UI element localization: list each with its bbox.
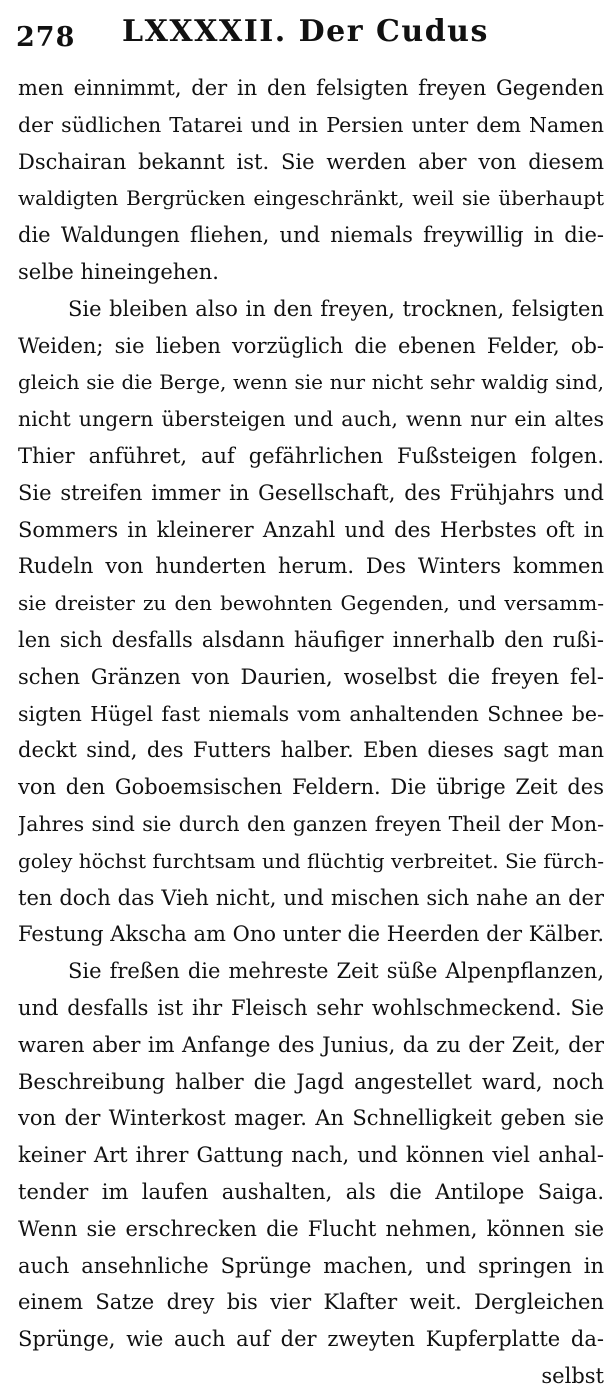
text-line: Dschairan bekannt ist. Sie werden aber von diesem <box>18 149 604 174</box>
running-title: LXXXXII. Der Cudus <box>122 14 489 49</box>
text-line: Sie streifen immer in Gesellschaft, des Frühjahrs und <box>18 480 604 505</box>
text-line: Thier anführet, auf gefährlichen Fußsteigen folgen. <box>18 443 604 468</box>
text-line: auch ansehnliche Sprünge machen, und springen in <box>18 1253 604 1278</box>
text-line: goley höchst furchtsam und flüchtig verbreitet. Sie fürch- <box>18 848 604 873</box>
text-line: einem Satze drey bis vier Klafter weit. Dergleichen <box>18 1290 604 1315</box>
text-line: waldigten Bergrücken eingeschränkt, weil sie überhaupt <box>18 186 604 211</box>
text-line: Jahres sind sie durch den ganzen freyen Theil der Mon- <box>18 811 604 836</box>
text-line: Sie freßen die mehreste Zeit süße Alpenpflanzen, <box>68 959 604 984</box>
text-line: Sommers in kleinerer Anzahl und des Herbstes oft in <box>18 517 604 542</box>
text-line: Sie bleiben also in den freyen, trocknen, felsigten <box>68 296 604 321</box>
text-line: Beschreibung halber die Jagd angestellet ward, noch <box>18 1069 604 1094</box>
text-line: der südlichen Tatarei und in Persien unter dem Namen <box>18 112 604 137</box>
text-line: nicht ungern übersteigen und auch, wenn nur ein altes <box>18 407 604 432</box>
text-line: men einnimmt, der in den felsigten freyen Gegenden <box>18 76 604 100</box>
text-line: len sich desfalls alsdann häufiger innerhalb den rußi- <box>18 627 604 652</box>
text-line: Wenn sie erschrecken die Flucht nehmen, können sie <box>18 1216 604 1241</box>
text-line: Festung Akscha am Ono unter die Heerden der Kälber. <box>18 922 604 947</box>
text-line: sie dreister zu den bewohnten Gegenden, und versamm- <box>18 591 604 616</box>
text-line: und desfalls ist ihr Fleisch sehr wohlschmeckend. Sie <box>18 995 604 1020</box>
text-line: Rudeln von hunderten herum. Des Winters kommen <box>18 554 604 579</box>
text-line: gleich sie die Berge, wenn sie nur nicht sehr waldig sind, <box>18 370 604 395</box>
text-line: Sprünge, wie auch auf der zweyten Kupferplatte da- <box>18 1327 604 1352</box>
text-line: selbst <box>541 1363 604 1388</box>
page-header <box>0 12 614 56</box>
page-number: 278 <box>16 22 76 53</box>
text-line: von der Winterkost mager. An Schnelligkeit geben sie <box>18 1106 604 1131</box>
text-line: selbe hineingehen. <box>18 259 219 284</box>
text-line: von den Goboemsischen Feldern. Die übrige Zeit des <box>18 775 604 800</box>
text-line: ten doch das Vieh nicht, und mischen sich nahe an der <box>18 885 604 910</box>
text-line: tender im laufen aushalten, als die Antilope Saiga. <box>18 1179 604 1204</box>
text-line: waren aber im Anfange des Junius, da zu der Zeit, der <box>18 1032 604 1057</box>
text-line: Weiden; sie lieben vorzüglich die ebenen Felder, ob- <box>18 333 604 358</box>
text-line: sigten Hügel fast niemals vom anhaltenden Schnee be- <box>18 701 604 726</box>
text-line: deckt sind, des Futters halber. Eben dieses sagt man <box>18 738 604 763</box>
text-line: keiner Art ihrer Gattung nach, und können viel anhal- <box>18 1143 604 1168</box>
text-line: schen Gränzen von Daurien, woselbst die freyen fel- <box>18 664 604 689</box>
body-text <box>18 70 604 1395</box>
text-line: die Waldungen fliehen, und niemals freywillig in die- <box>18 223 604 248</box>
